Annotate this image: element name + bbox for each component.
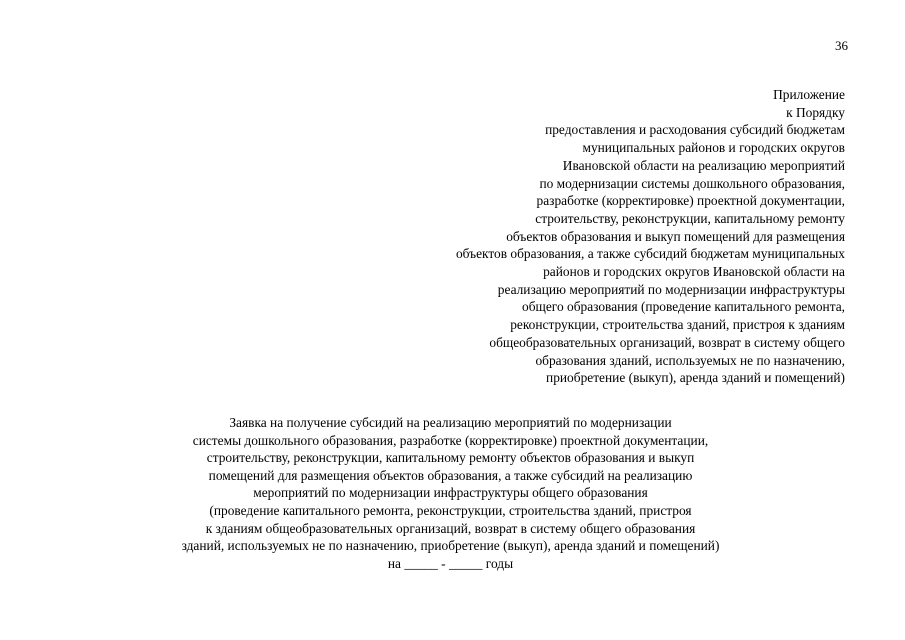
request-title-line: мероприятий по модернизации инфраструктуры общего образования: [253, 485, 648, 501]
appendix-line: объектов образования и выкуп помещений для размещения: [506, 228, 845, 244]
appendix-line: общеобразовательных организаций, возврат в систему общего: [489, 334, 845, 350]
page-number: 36: [835, 38, 848, 53]
appendix-line: Приложение: [773, 87, 845, 102]
appendix-line: по модернизации системы дошкольного образования,: [539, 175, 845, 191]
appendix-line: общего образования (проведение капитального ремонта,: [522, 299, 845, 315]
appendix-line: приобретение (выкуп), аренда зданий и помещений): [546, 370, 845, 386]
request-title-line: помещений для размещения объектов образования, а также субсидий на реализацию: [208, 467, 693, 483]
appendix-line: реализацию мероприятий по модернизации инфраструктуры: [497, 281, 845, 297]
request-title-line: (проведение капитального ремонта, реконструкции, строительства зданий, пристроя: [209, 502, 692, 518]
request-title: [0, 414, 905, 572]
request-title-line: Заявка на получение субсидий на реализацию мероприятий по модернизации: [229, 415, 672, 430]
request-title-line: к зданиям общеобразовательных организаций, возврат в систему общего образования: [205, 520, 696, 536]
request-period-line: на _____ - _____ годы: [387, 555, 514, 571]
appendix-line: строительству, реконструкции, капитальному ремонту: [535, 210, 845, 226]
request-title-line: зданий, используемых не по назначению, приобретение (выкуп), аренда зданий и помещений): [181, 538, 720, 554]
appendix-heading: [325, 86, 845, 387]
request-title-line: системы дошкольного образования, разработке (корректировке) проектной документации,: [192, 432, 709, 448]
appendix-line: к Порядку: [786, 104, 845, 120]
appendix-line: Ивановской области на реализацию мероприятий: [562, 157, 845, 173]
appendix-line: образования зданий, используемых не по назначению,: [535, 352, 845, 368]
appendix-line: реконструкции, строительства зданий, пристроя к зданиям: [510, 317, 845, 333]
appendix-line: предоставления и расходования субсидий бюджетам: [545, 122, 845, 138]
appendix-line: районов и городских округов Ивановской области на: [543, 264, 845, 280]
appendix-line: объектов образования, а также субсидий бюджетам муниципальных: [455, 246, 845, 262]
appendix-line: муниципальных районов и городских округов: [582, 140, 845, 156]
request-title-line: строительству, реконструкции, капитальному ремонту объектов образования и выкуп: [206, 450, 695, 466]
appendix-line: разработке (корректировке) проектной документации,: [536, 193, 845, 209]
